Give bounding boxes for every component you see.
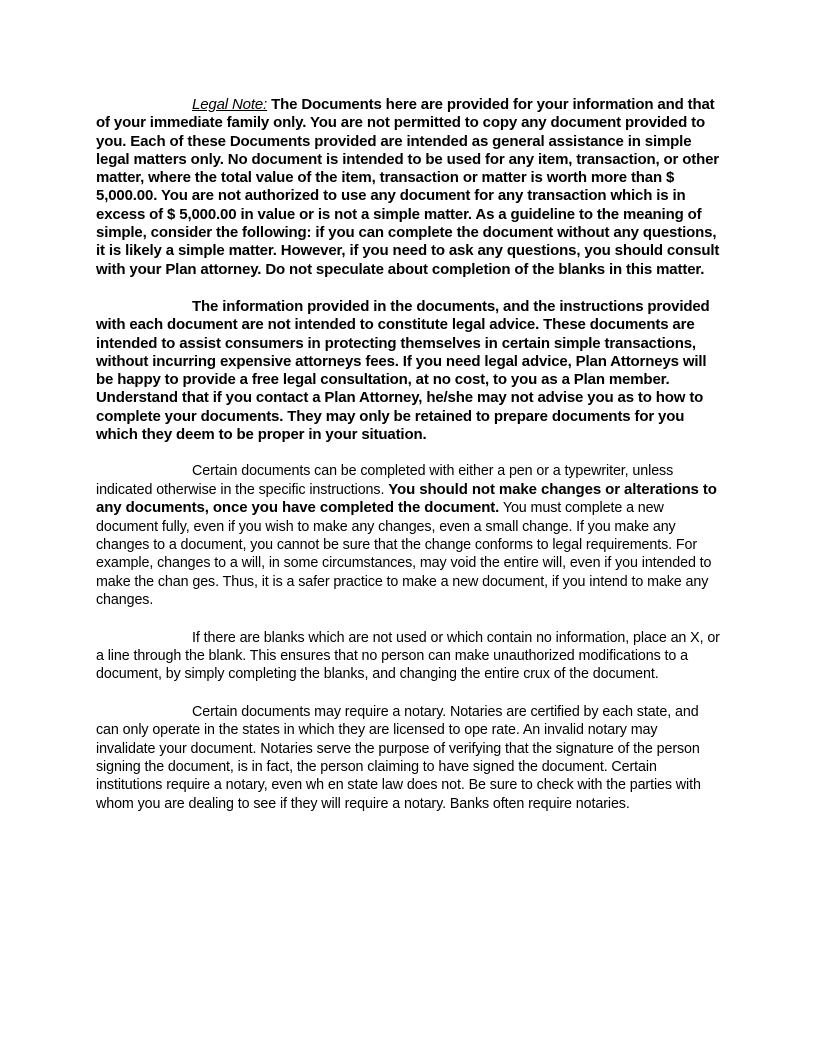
completion-text-b: You must complete a new document fully, even if you wish to make any changes, even a small change. If you make any changes to a document, you cannot be sure that the change conforms to legal requirements. For example, changes to a will, in some circumstances, may void the entire will, even if you intended to make the chan ges. Thus, it is a safer practice to make a new document, if you intend to make any changes. [96, 500, 712, 609]
completion-text-a: Certain documents can be completed with either a pen or a typewriter, unless indicated otherwise in the specific instructions. [96, 463, 674, 498]
information-paragraph [96, 298, 720, 444]
completion-paragraph [96, 462, 720, 609]
legal-note-text: The Documents here are provided for your information and that of your immediate family only. You are not permitted to copy any document provided to you. Each of these Documents provided are intended as general assistance in simple legal matters only. No document is intended to be used for any item, transaction, or other matter, where the total value of the item, transaction or matter is worth more than $ 5,000.00. You are not authorized to use any document for any transaction which is in excess of $ 5,000.00 in value or is not a simple matter. As a guideline to the meaning of simple, consider the following: if you can complete the document without any questions, it is likely a simple matter. However, if you need to ask any questions, you should consult with your Plan attorney. Do not speculate about completion of the blanks in this matter. [96, 96, 720, 278]
notary-text: Certain documents may require a notary. Notaries are certified by each state, and can only operate in the states in which they are licensed to ope rate. An invalid notary may invalidate your document. Notaries serve the purpose of verifying that the signature of the person signing the document, is in fact, the person claiming to have signed the document. Certain institutions require a notary, even wh en state law does not. Be sure to check with the parties with whom you are dealing to see if they will require a notary. Banks often require notaries. [96, 703, 701, 812]
legal-note-heading: Legal Note: [192, 96, 268, 113]
legal-note-paragraph [96, 96, 720, 279]
document-page [96, 96, 720, 813]
information-text: The information provided in the documents, and the instructions provided with each document are not intended to constitute legal advice. These documents are intended to assist consumers in protecting themselves in certain simple transactions, without incurring expensive attorneys fees. If you need legal advice, Plan Attorneys will be happy to provide a free legal consultation, at no cost, to you as a Plan member. Understand that if you contact a Plan Attorney, he/she may not advise you as to how to complete your documents. They may only be retained to prepare documents for you which they deem to be proper in your situation. [96, 297, 710, 444]
blanks-text: If there are blanks which are not used or which contain no information, place an X, or a line through the blank. This ensures that no person can make unauthorized modifications to a document, by simply completing the blanks, and changing the entire crux of the document. [96, 629, 720, 683]
blanks-paragraph [96, 629, 720, 684]
notary-paragraph [96, 703, 720, 813]
completion-warning: You should not make changes or alterations to any documents, once you have completed the document. [96, 480, 717, 517]
